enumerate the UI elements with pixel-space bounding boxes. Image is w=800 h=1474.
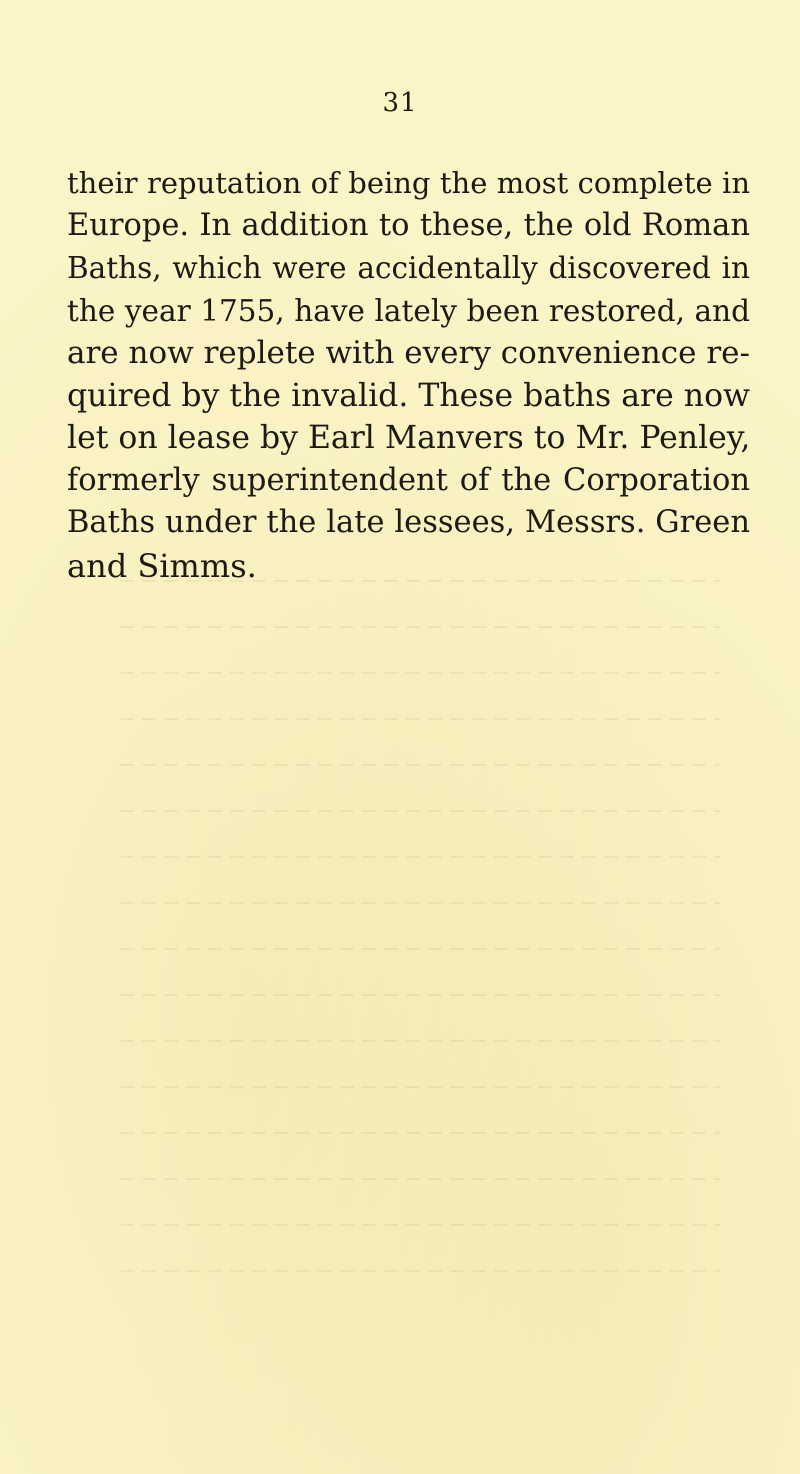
text-line: quired by the invalid. These baths are now — [67, 377, 750, 414]
text-line: Baths under the late lessees, Messrs. Green — [67, 505, 750, 540]
body-paragraph — [67, 162, 750, 587]
text-line: their reputation of being the most complete in — [67, 166, 750, 200]
text-line: let on lease by Earl Manvers to Mr. Penley, — [67, 420, 751, 456]
text-line: Baths, which were accidentally discovered in — [67, 251, 750, 285]
text-line: Europe. In addition to these, the old Roman — [67, 207, 750, 243]
text-line: are now replete with every convenience re- — [67, 335, 750, 371]
text-line: formerly superintendent of the Corporation — [67, 462, 750, 498]
page-number: 31 — [382, 88, 418, 118]
text-line: and Simms. — [67, 546, 257, 585]
text-line: the year 1755, have lately been restored, and — [67, 293, 750, 328]
show-through-texture — [120, 580, 720, 1360]
